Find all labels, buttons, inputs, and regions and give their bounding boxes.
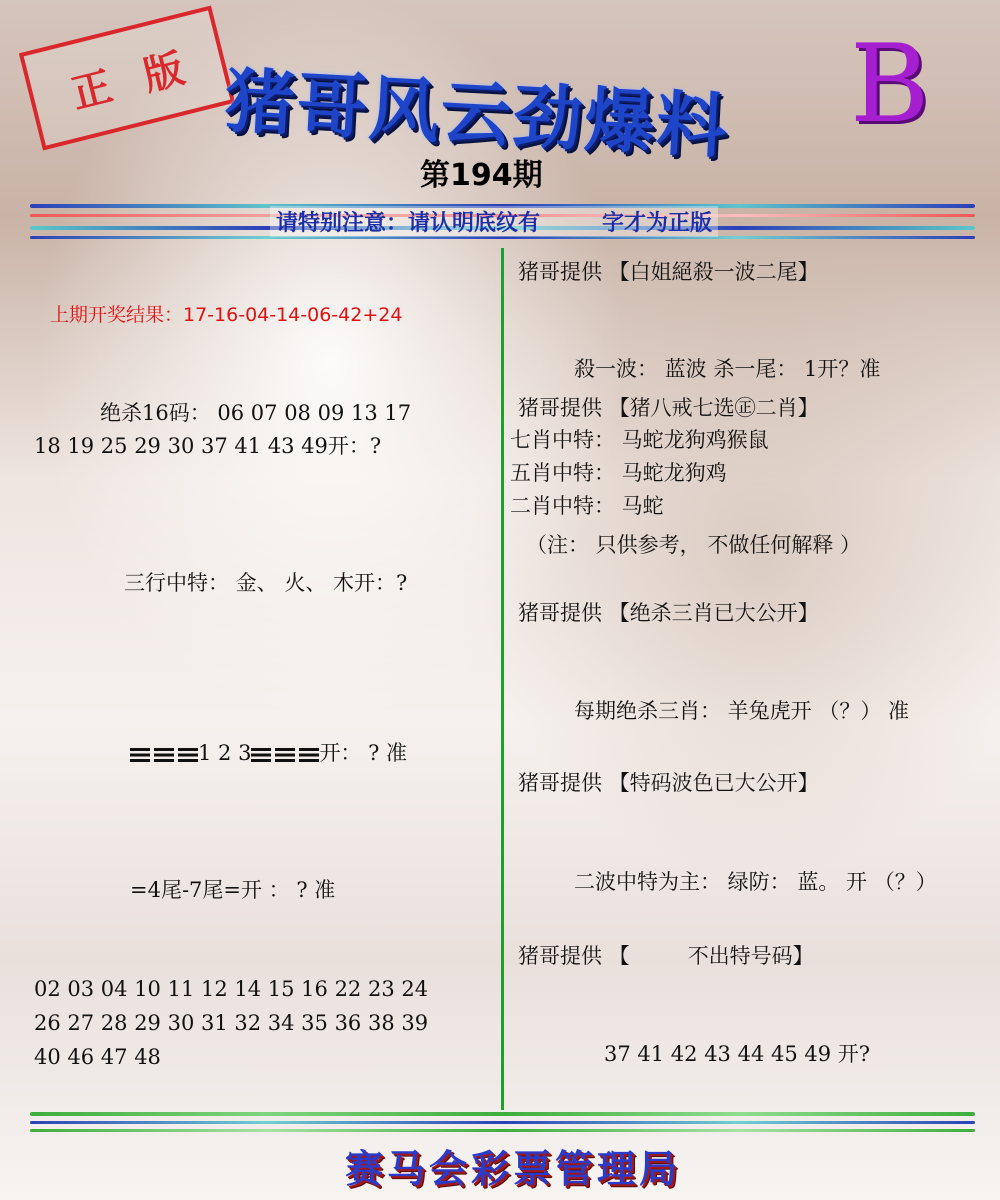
bars-mid-text: 1 2 3 [198, 741, 252, 765]
kill16-line-2: 18 19 25 29 30 37 41 43 49开：? [34, 434, 382, 458]
footer-wave-line [30, 1121, 975, 1124]
section-title-no-special [518, 940, 814, 970]
footer-wave-line [30, 1129, 975, 1132]
bars-tail-text: 开： ? 准 [319, 741, 408, 765]
bars-icon-left [130, 748, 198, 762]
bars-icon-right [251, 748, 319, 762]
kill-three-body: 每期绝杀三肖： 羊兔虎开 （？） 准 [574, 699, 910, 723]
reference-note: （注： 只供参考， 不做任何解释 ） [526, 533, 862, 557]
footer-title: 赛马会彩票管理局 [345, 1147, 682, 1191]
notice-left-text: 请特别注意：请认明底纹有 [276, 211, 541, 236]
section-title-color: 猪哥提供 【特码波色已大公开】 [518, 771, 819, 795]
color-body: 二波中特为主： 绿防： 蓝。 开 （？） [574, 870, 937, 894]
section-title-two-zodiac: 猪哥提供 【猪八戒七选㊣二肖】 [518, 396, 819, 420]
stamp-char-1: 正 [66, 63, 117, 118]
section-title-kill-three: 猪哥提供 【绝杀三肖已大公开】 [518, 601, 819, 625]
page-title: 猪哥风云劲爆料 [222, 59, 731, 169]
seven-zodiac-line: 七肖中特： 马蛇龙狗鸡猴鼠 [510, 428, 769, 452]
tails-pick: =4尾-7尾=开 ： ? 准 [130, 878, 336, 902]
bars-pick [130, 737, 407, 767]
numbers-line-1: 02 03 04 10 11 12 14 15 16 22 23 24 [34, 977, 429, 1001]
column-divider [501, 248, 504, 1110]
two-zodiac-line: 二肖中特： 马蛇 [510, 494, 664, 518]
numbers-line-2: 26 27 28 29 30 31 32 34 35 36 38 39 [34, 1011, 429, 1035]
authenticity-notice [270, 206, 718, 237]
section-title-wave-kill: 猪哥提供 【白姐絕殺一波二尾】 [518, 260, 819, 284]
five-zodiac-line: 五肖中特： 马蛇龙狗鸡 [510, 461, 727, 485]
notice-right-text: 字才为正版 [602, 211, 713, 236]
footer-wave-line [30, 1112, 975, 1116]
last-draw-result: 上期开奖结果：17-16-04-14-06-42+24 [50, 304, 403, 326]
authentic-stamp [19, 6, 235, 151]
stamp-char-2: 版 [138, 45, 189, 100]
numbers-line-3: 40 46 47 48 [34, 1045, 161, 1069]
issue-number: 第194期 [420, 158, 543, 193]
no-special-title-right: 不出特号码】 [687, 944, 814, 968]
three-elements-pick: 三行中特： 金、 火、 木开：? [124, 571, 408, 595]
no-special-title-left: 猪哥提供 【 [518, 944, 630, 968]
no-special-numbers: 37 41 42 43 44 45 49 开? [604, 1042, 871, 1066]
edition-badge: B [850, 22, 930, 147]
kill16-line-1: 绝杀16码： 06 07 08 09 13 17 [100, 401, 412, 425]
wave-kill-body: 殺一波： 蓝波 杀一尾： 1开？准 [574, 357, 881, 381]
